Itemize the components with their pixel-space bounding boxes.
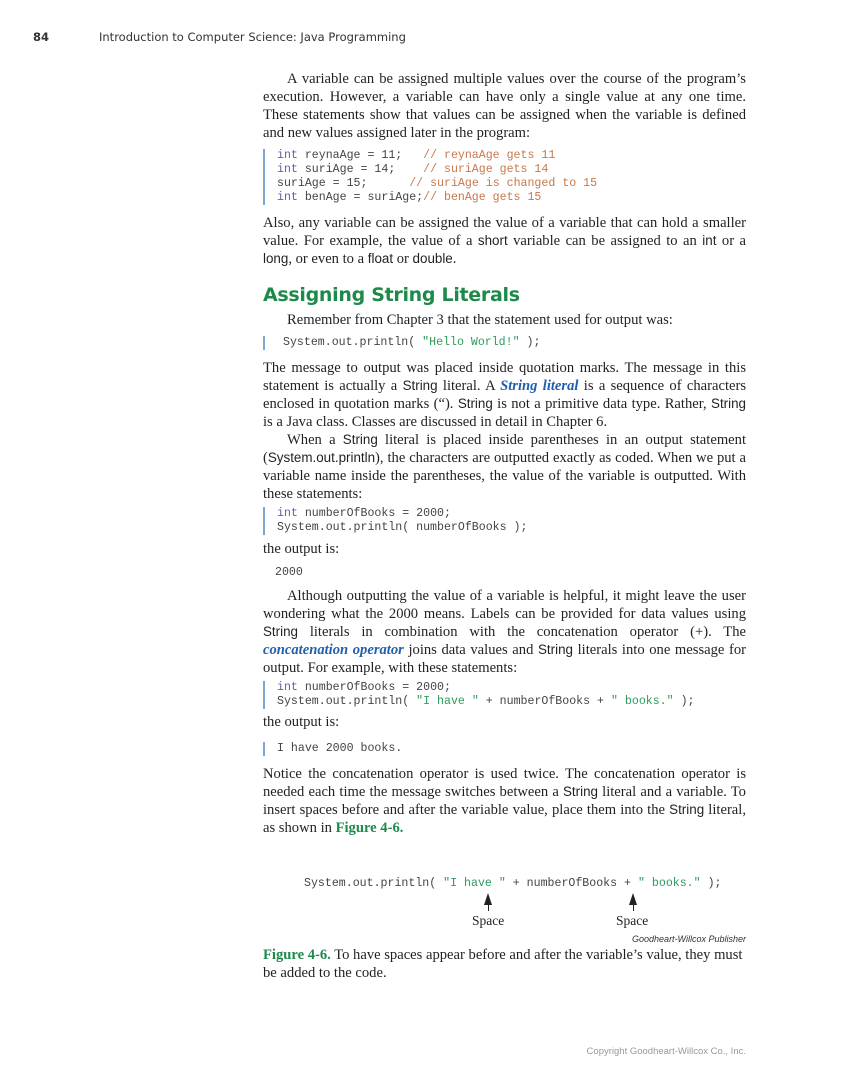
figure-code xyxy=(292,877,721,891)
text-run: ), the characters are outputted exactly as coded. When we put a variable name inside the parentheses, the value of the variable is outputted. With these statements: xyxy=(263,450,746,502)
text-run: . xyxy=(452,251,457,267)
paragraph xyxy=(263,713,746,731)
code-line xyxy=(277,163,597,177)
copyright: Copyright Goodheart-Willcox Co., Inc. xyxy=(586,1046,746,1057)
code-line xyxy=(277,177,597,191)
inline-code-term: String xyxy=(457,396,493,411)
code-block xyxy=(263,507,527,535)
inline-code-term: short xyxy=(477,233,508,248)
text-run: Although outputting the value of a variable is helpful, it might leave the user wondering what the 2000 means. Labels can be provided for data values using xyxy=(263,588,746,622)
text-run: literals into one message for output. For example, with these statements: xyxy=(263,642,747,676)
code-line xyxy=(283,336,540,350)
output-block xyxy=(263,566,303,580)
comment: // suriAge is changed to 15 xyxy=(409,177,598,190)
paragraph xyxy=(263,431,746,503)
text-run: suriAge = 14; xyxy=(297,163,424,176)
text-run: literal is placed inside parentheses in an output statement ( xyxy=(263,432,746,466)
code-line xyxy=(277,191,597,205)
string-literal: " books." xyxy=(610,695,674,708)
keyword: int xyxy=(277,507,298,520)
text-run: or xyxy=(393,251,413,267)
string-literal: "Hello World!" xyxy=(422,336,520,349)
text-run: ); xyxy=(700,877,722,890)
text-run: A variable can be assigned multiple values over the course of the program’s execution. However, a variable can have only a single value at any one time. These statements show that values can be assigned when the variable is defined and new values assigned later in the program: xyxy=(263,71,746,141)
text-run: literal, as shown in xyxy=(263,802,746,836)
page-number: 84 xyxy=(33,30,50,44)
text-run: When a xyxy=(287,432,343,448)
keyword: int xyxy=(277,149,298,162)
text-run: literal. A xyxy=(437,378,501,394)
text-run: reynaAge = 11; xyxy=(297,149,424,162)
paragraph xyxy=(263,587,746,677)
figure-caption xyxy=(263,946,746,982)
text-run: I have 2000 books. xyxy=(277,742,403,755)
inline-code-term: String xyxy=(669,802,705,817)
paragraph xyxy=(263,540,746,558)
inline-code-term: int xyxy=(702,233,717,248)
inline-code-term: float xyxy=(367,251,394,266)
code-line xyxy=(275,566,303,580)
code-block xyxy=(263,149,597,205)
text-run: System.out.println( xyxy=(283,336,423,349)
running-header xyxy=(33,30,406,44)
comment: // suriAge gets 14 xyxy=(423,163,549,176)
inline-code-term: String xyxy=(263,624,298,639)
keyword: int xyxy=(277,191,298,204)
code-line xyxy=(277,742,402,756)
arrow-line xyxy=(633,903,634,911)
figure-reference: Figure 4-6. xyxy=(335,820,404,836)
text-run: ); xyxy=(519,336,541,349)
text-run: System.out.println( xyxy=(304,877,444,890)
text-run: the output is: xyxy=(263,541,340,557)
arrow-line xyxy=(488,903,489,911)
code-block xyxy=(263,681,694,709)
key-term: String literal xyxy=(500,378,579,394)
inline-code-term: String xyxy=(562,784,598,799)
text-run: variable can be assigned to an xyxy=(507,233,703,249)
text-run: Notice the concatenation operator is used twice. The concatenation operator is needed each time the message switches between a xyxy=(263,766,746,800)
space-label: Space xyxy=(616,913,649,928)
paragraph xyxy=(263,765,746,837)
code-line xyxy=(277,521,527,535)
comment: // reynaAge gets 11 xyxy=(423,149,556,162)
text-run: The message to output was placed inside quotation marks. The message in this statement is actually a xyxy=(263,360,746,394)
inline-code-term: String xyxy=(711,396,746,411)
code-block xyxy=(263,336,540,350)
code-line xyxy=(304,877,721,891)
keyword: int xyxy=(277,681,298,694)
comment: // benAge gets 15 xyxy=(423,191,542,204)
inline-code-term: long xyxy=(263,251,289,266)
text-run: System.out.println( numberOfBooks ); xyxy=(277,521,528,534)
inline-code-term: System.out.println xyxy=(267,450,376,465)
text-run: literals in combination with the concatenation operator (+). The xyxy=(297,624,746,640)
running-title: Introduction to Computer Science: Java Programming xyxy=(99,30,406,44)
space-label: Space xyxy=(472,913,505,928)
text-run: or a xyxy=(716,233,747,249)
text-run: is not a primitive data type. Rather, xyxy=(492,396,712,412)
text-run: numberOfBooks = 2000; xyxy=(297,681,451,694)
text-run: literal and a variable. To insert spaces before and after the variable value, place them into the xyxy=(263,784,746,818)
code-line xyxy=(277,507,527,521)
string-literal: "I have " xyxy=(416,695,479,708)
key-term: concatenation operator xyxy=(263,642,404,658)
text-run: benAge = suriAge; xyxy=(297,191,424,204)
text-run: To have spaces appear before and after the variable’s value, they must be added to the code. xyxy=(263,947,743,981)
paragraph xyxy=(263,70,746,142)
inline-code-term: String xyxy=(342,432,378,447)
keyword: int xyxy=(277,163,298,176)
code-line xyxy=(277,695,694,709)
paragraph xyxy=(263,311,746,329)
text-run: joins data values and xyxy=(403,642,538,658)
text-run: is a Java class. Classes are discussed in detail in Chapter 6. xyxy=(263,414,608,430)
text-run: + numberOfBooks + xyxy=(478,695,611,708)
paragraph xyxy=(263,214,746,268)
text-run: is a sequence of characters enclosed in quotation marks (“). xyxy=(263,378,747,412)
text-run: suriAge = 15; xyxy=(277,177,410,190)
code-line xyxy=(277,149,597,163)
text-run: + numberOfBooks + xyxy=(505,877,638,890)
figure-reference: Figure 4-6. xyxy=(263,947,331,963)
text-run: 2000 xyxy=(275,566,303,579)
figure-credit: Goodheart-Willcox Publisher xyxy=(632,934,746,944)
text-run: Remember from Chapter 3 that the statement used for output was: xyxy=(287,312,673,328)
inline-code-term: String xyxy=(402,378,438,393)
text-run: numberOfBooks = 2000; xyxy=(297,507,451,520)
inline-code-term: String xyxy=(537,642,573,657)
text-run: the output is: xyxy=(263,714,340,730)
paragraph xyxy=(263,359,746,431)
text-run: System.out.println( xyxy=(277,695,417,708)
text-run: Also, any variable can be assigned the value of a variable that can hold a smaller value. For example, the value of a xyxy=(263,215,746,249)
output-block xyxy=(263,742,402,756)
code-line xyxy=(277,681,694,695)
text-run: , or even to a xyxy=(288,251,368,267)
string-literal: "I have " xyxy=(443,877,506,890)
text-run: ); xyxy=(673,695,695,708)
section-heading: Assigning String Literals xyxy=(263,284,520,306)
inline-code-term: double xyxy=(412,251,453,266)
string-literal: " books." xyxy=(637,877,701,890)
